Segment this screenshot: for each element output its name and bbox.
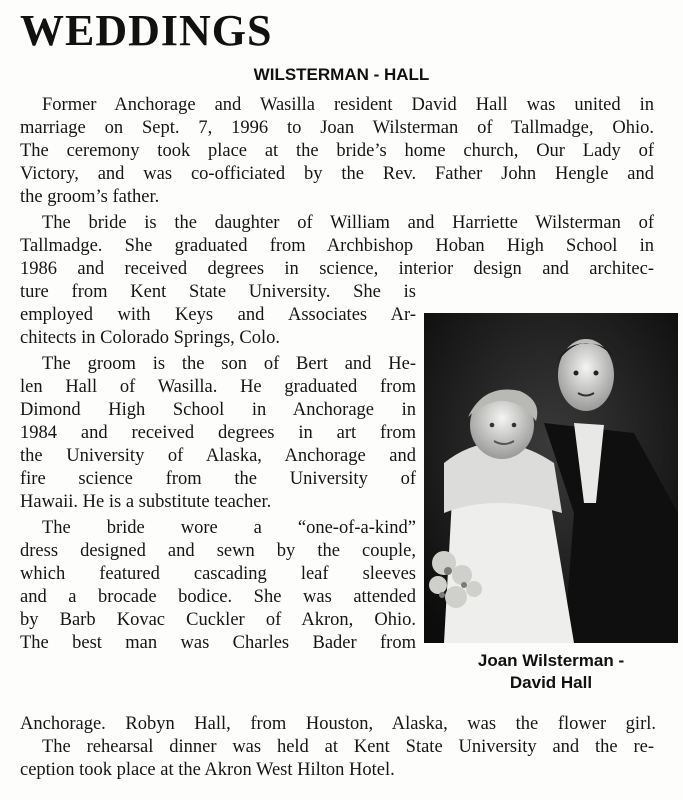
article-line: the University of Alaska, Anchorage and xyxy=(20,446,416,466)
photo-caption xyxy=(424,650,678,694)
article-line: the groom’s father. xyxy=(20,187,160,207)
article-line: The ceremony took place at the bride’s home church, Our Lady of xyxy=(20,141,654,161)
article-line: The best man was Charles Bader from xyxy=(20,633,416,653)
couple-photo-image xyxy=(424,313,678,643)
article-line: len Hall of Wasilla. He graduated from xyxy=(20,377,416,397)
article-line: Hawaii. He is a substitute teacher. xyxy=(20,492,272,512)
article-line: which featured cascading leaf sleeves xyxy=(20,564,416,584)
article-line: 1984 and received degrees in art from xyxy=(20,423,416,443)
wedding-photo xyxy=(424,313,678,643)
article-line: The rehearsal dinner was held at Kent State University and the re- xyxy=(42,737,654,757)
article-line: fire science from the University of xyxy=(20,469,416,489)
article-line: employed with Keys and Associates Ar- xyxy=(20,305,416,325)
article-line: Former Anchorage and Wasilla resident David Hall was united in xyxy=(42,95,654,115)
article-line: and a brocade bodice. She was attended xyxy=(20,587,416,607)
article-line: marriage on Sept. 7, 1996 to Joan Wilsterman of Tallmadge, Ohio. xyxy=(20,118,654,138)
article-line: Anchorage. Robyn Hall, from Houston, Alaska, was the flower girl. xyxy=(20,714,656,734)
article-line: ception took place at the Akron West Hilton Hotel. xyxy=(20,760,395,780)
article-line: The bride is the daughter of William and Harriette Wilsterman of xyxy=(42,213,654,233)
article-line: The bride wore a “one-of-a-kind” xyxy=(42,518,416,538)
article-line: by Barb Kovac Cuckler of Akron, Ohio. xyxy=(20,610,416,630)
article-line: chitects in Colorado Springs, Colo. xyxy=(20,328,281,348)
article-line: Victory, and was co-officiated by the Rev. Father John Hengle and xyxy=(20,164,654,184)
article-line: Dimond High School in Anchorage in xyxy=(20,400,416,420)
article-headline: WILSTERMAN - HALL xyxy=(253,65,430,84)
section-title: WEDDINGS xyxy=(20,6,273,55)
article-line: 1986 and received degrees in science, interior design and architec- xyxy=(20,259,654,279)
photo-caption-line2: David Hall xyxy=(509,673,593,692)
article-line: Tallmadge. She graduated from Archbishop Hoban High School in xyxy=(20,236,654,256)
photo-caption-line1: Joan Wilsterman - xyxy=(477,651,625,670)
article-line: dress designed and sewn by the couple, xyxy=(20,541,416,561)
article-line: ture from Kent State University. She is xyxy=(20,282,416,302)
article-line: The groom is the son of Bert and He- xyxy=(42,354,416,374)
